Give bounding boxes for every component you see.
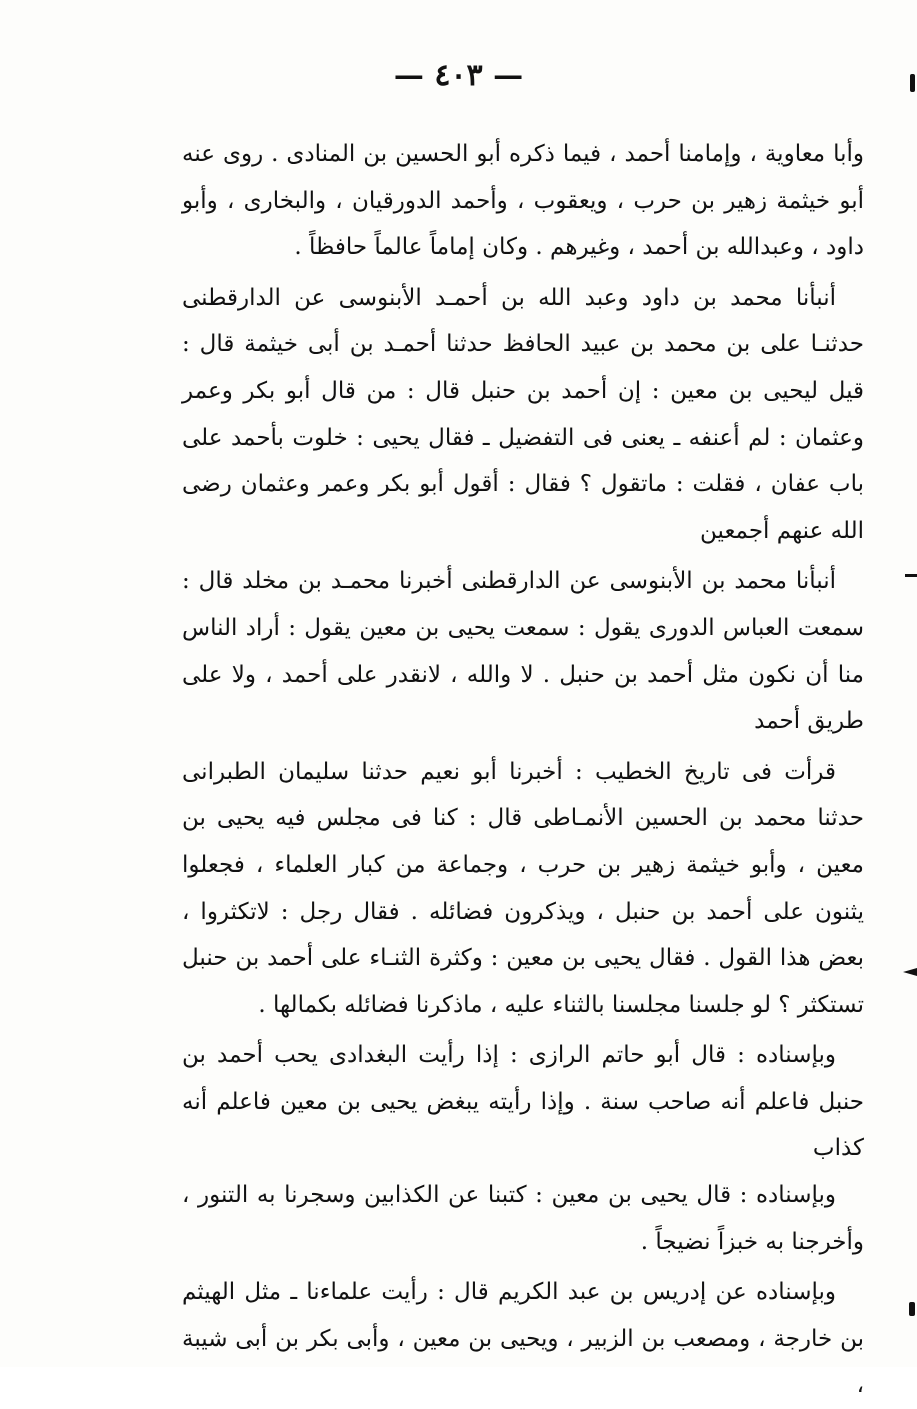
scan-edge-mark	[903, 968, 917, 976]
paragraph-6: وبإسناده : قال يحيى بن معين : كتبنا عن الكذابين وسجرنا به التنور ، وأخرجنا به خبزاً نضيجاً .	[182, 1182, 864, 1255]
paragraph-1: وأبا معاوية ، وإمامنا أحمد ، فيما ذكره أبو الحسين بن المنادى . روى عنه أبو خيثمة زهير بن حرب ، ويعقوب ، وأحمد الدورقيان ، والبخارى ، وأبو داود ، وعبدالله بن أحمد ، وغيرهم . وكان إماماً عالماً حافظاً .	[182, 141, 864, 261]
page-body-text	[182, 131, 864, 1409]
paragraph-3: أنبأنا محمد بن الأبنوسى عن الدارقطنى أخبرنا محمـد بن مخلد قال : سمعت العباس الدورى يقول : سمعت يحيى بن معين يقول : أراد الناس منا أن نكون مثل أحمد بن حنبل . لا والله ، لانقدر على أحمد ، ولا على طريق أحمد	[182, 568, 864, 735]
page-number: — ٤٠٣ —	[393, 58, 524, 93]
paragraph-5: وبإسناده : قال أبو حاتم الرازى : إذا رأيت البغدادى يحب أحمد بن حنبل فاعلم أنه صاحب سنة . وإذا رأيته يبغض يحيى بن معين فاعلم أنه كذاب	[182, 1042, 864, 1162]
paragraph-4: قرأت فى تاريخ الخطيب : أخبرنا أبو نعيم حدثنا سليمان الطبرانى حدثنا محمد بن الحسين الأنمـاطى قال : كنا فى مجلس فيه يحيى بن معين ، وأبو خيثمة زهير بن حرب ، وجماعة من كبار العلماء ، فجعلوا يثنون على أحمد بن حنبل ، ويذكرون فضائله . فقال رجل : لاتكثروا ، بعض هذا القول . فقال يحيى بن معين : وكثرة الثنـاء على أحمد بن حنبل تستكثر ؟ لو جلسنا مجلسنا بالثناء عليه ، ماذكرنا فضائله بكمالها .	[182, 758, 864, 1018]
scan-edge-mark	[910, 74, 915, 92]
paragraph-2: أنبأنا محمد بن داود وعبد الله بن أحمـد الأبنوسى عن الدارقطنى حدثنـا على بن محمد بن عبيد الحافظ حدثنا أحمـد بن أبى خيثمة قال : قيل ليحيى بن معين : إن أحمد بن حنبل قال : من قال أبو بكر وعمر وعثمان : لم أعنفه ـ يعنى فى التفضيل ـ فقال يحيى : خلوت بأحمد على باب عفان ، فقلت : ماتقول ؟ فقال : أقول أبو بكر وعمر وعثمان رضى الله عنهم أجمعين	[182, 284, 864, 544]
scan-edge-mark	[905, 574, 917, 577]
scan-edge-mark	[909, 1302, 915, 1316]
paragraph-7: وبإسناده عن إدريس بن عبد الكريم قال : رأيت علماءنا ـ مثل الهيثم بن خارجة ، ومصعب بن الزبير ، ويحيى بن معين ، وأبى بكر بن أبى شيبة ،	[182, 1279, 864, 1399]
